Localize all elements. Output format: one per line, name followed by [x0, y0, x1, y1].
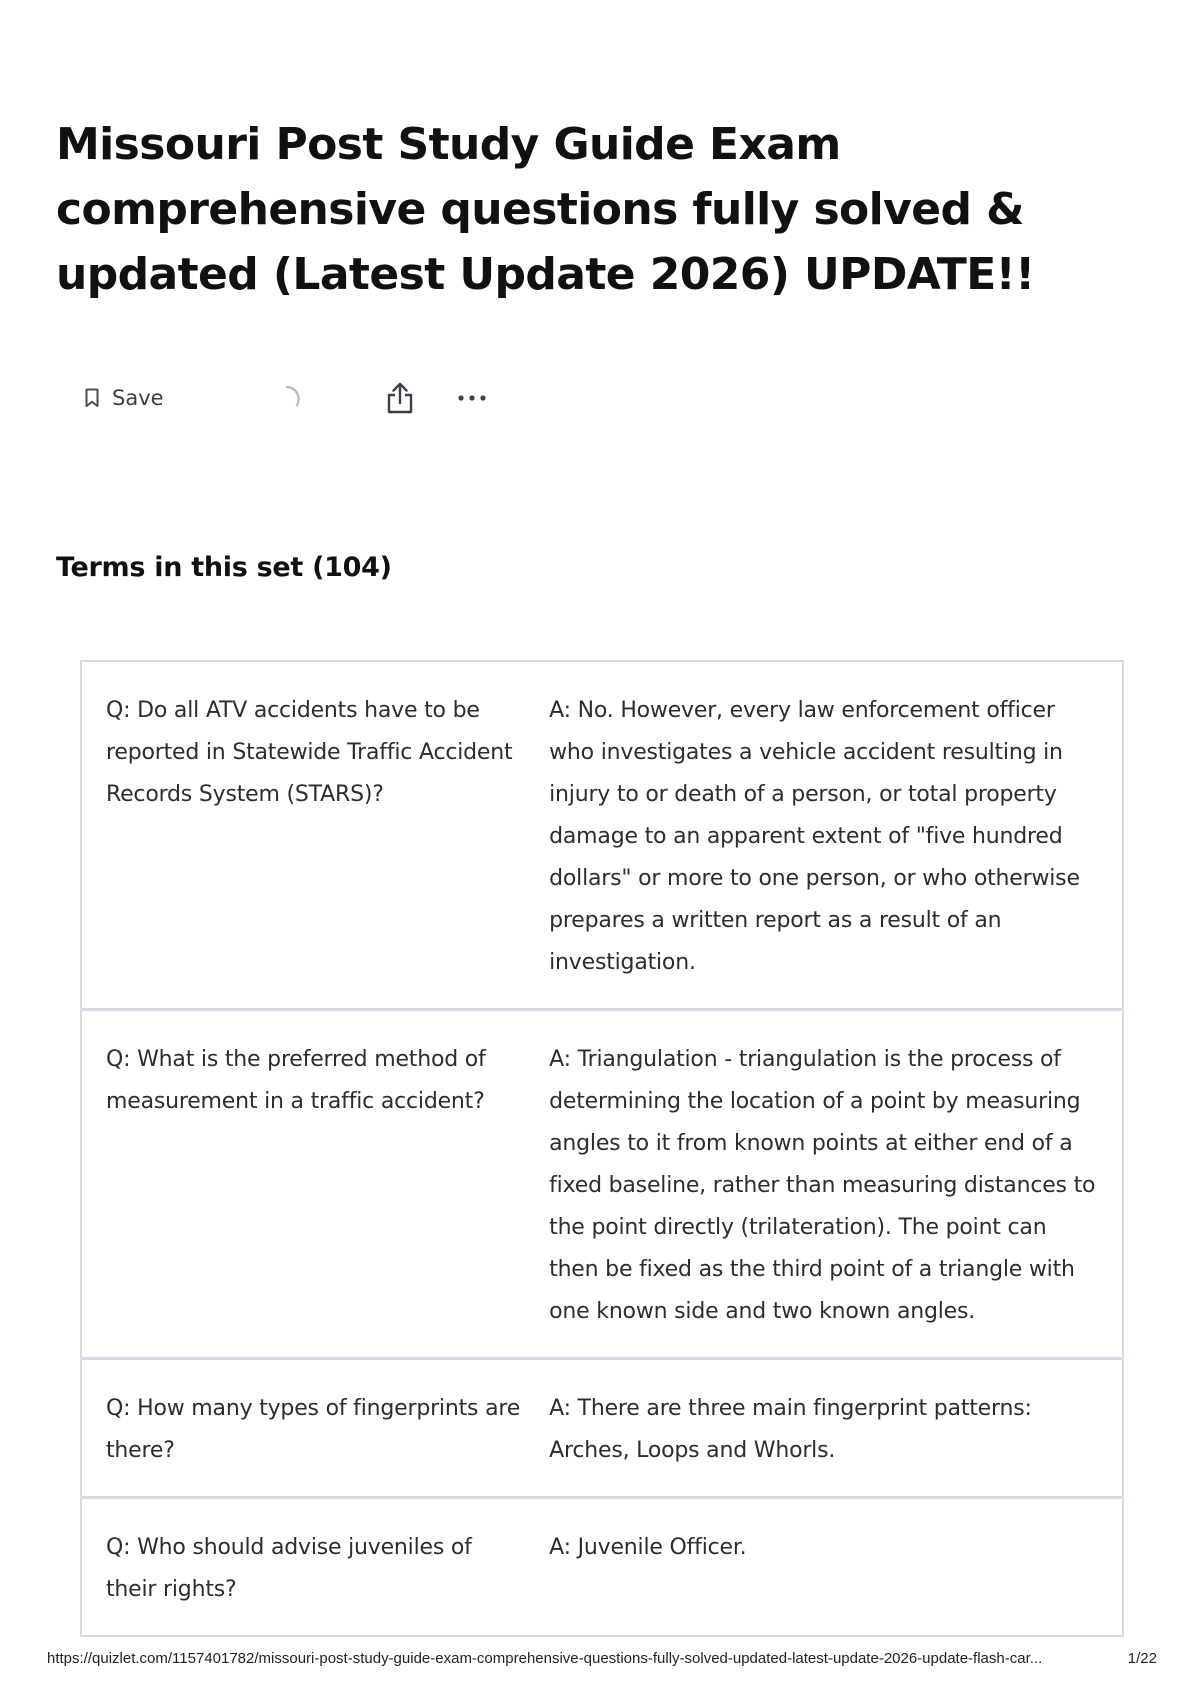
term-question: Q: Who should advise juveniles of their rights?	[106, 1535, 472, 1602]
term-answer: A: No. However, every law enforcement officer who investigates a vehicle accident resulting in injury to or death of a person, or total property damage to an apparent extent of "five hundred dollars" or more to one person, or who otherwise prepares a written report as a result of an investigation.	[549, 698, 1080, 975]
terms-list	[80, 660, 1124, 1637]
terms-heading: Terms in this set (104)	[56, 552, 392, 583]
share-icon	[385, 381, 415, 415]
term-row[interactable]	[82, 1499, 1122, 1635]
term-row[interactable]	[82, 1360, 1122, 1499]
bookmark-icon	[84, 388, 100, 408]
save-button[interactable]	[84, 378, 164, 418]
term-answer: A: There are three main fingerprint patterns: Arches, Loops and Whorls.	[549, 1396, 1032, 1463]
term-question: Q: What is the preferred method of measurement in a traffic accident?	[106, 1047, 486, 1114]
page-url: https://quizlet.com/1157401782/missouri-post-study-guide-exam-comprehensive-questions-fully-solved-updated-latest-update-2026-update-flash-car...	[47, 1650, 1043, 1667]
term-answer: A: Juvenile Officer.	[549, 1535, 747, 1560]
term-row[interactable]	[82, 662, 1122, 1011]
term-answer: A: Triangulation - triangulation is the process of determining the location of a point by measuring angles to it from known points at either end of a fixed baseline, rather than measuring distances to the point directly (trilateration). The point can then be fixed as the third point of a triangle with one known side and two known angles.	[549, 1047, 1096, 1324]
page-title: Missouri Post Study Guide Exam comprehensive questions fully solved & updated (Latest Update 2026) UPDATE!!	[56, 119, 1035, 300]
more-options-button[interactable]	[457, 378, 487, 418]
more-dots-icon	[457, 393, 487, 403]
term-row[interactable]	[82, 1011, 1122, 1360]
term-question: Q: Do all ATV accidents have to be reported in Statewide Traffic Accident Records System (STARS)?	[106, 698, 513, 807]
spinner-icon	[270, 382, 304, 416]
save-label: Save	[112, 386, 164, 410]
term-question: Q: How many types of fingerprints are there?	[106, 1396, 521, 1463]
action-toolbar	[84, 378, 504, 418]
share-button[interactable]	[385, 378, 415, 418]
page-number: 1/22	[1127, 1650, 1157, 1667]
